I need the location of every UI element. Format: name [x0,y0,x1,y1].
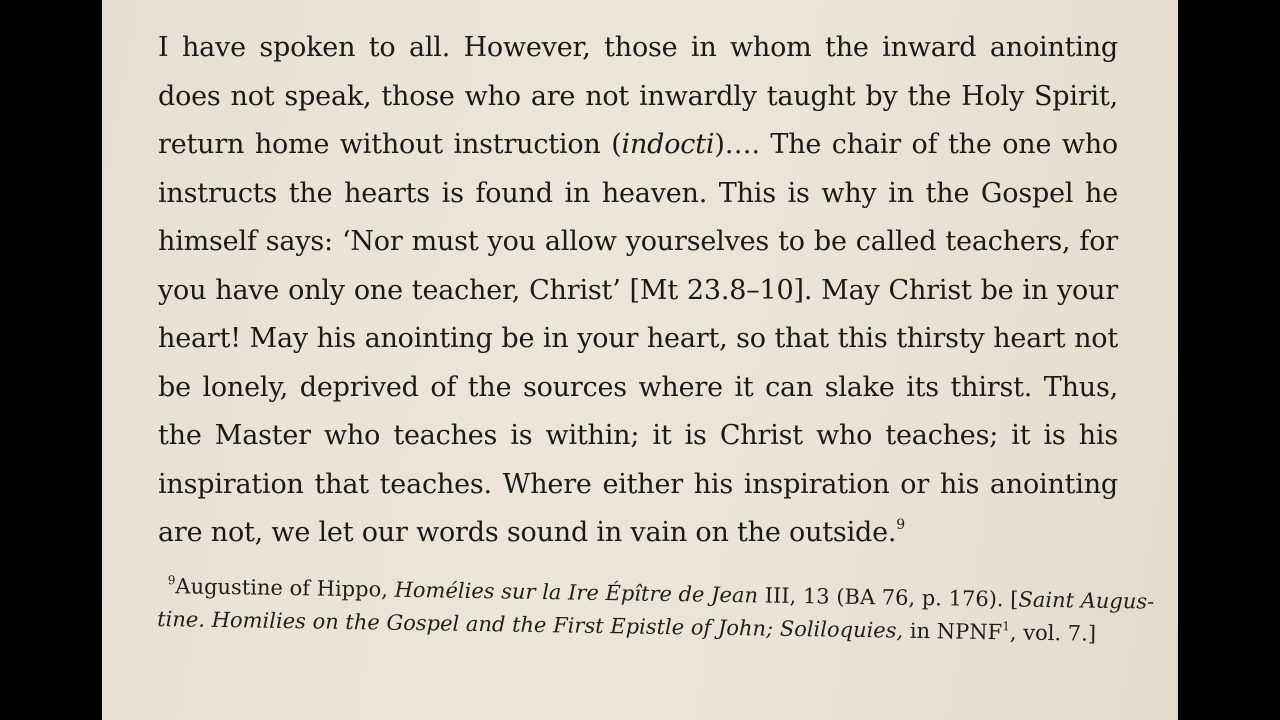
text-segment: )…. The chair of the one who [714,129,1118,160]
text-line: does not speak, those who are not inwardly taught by the Holy Spirit, [158,80,1118,112]
footnote-author: Augustine of Hippo, [175,574,395,602]
book-page [102,0,1178,720]
text-line: himself says: ‘Nor must you allow yourselves to be called teachers, for [158,226,1118,257]
footnote-in: in NPNF [902,618,1003,645]
text-line: the Master who teaches is within; it is Christ who teaches; it is his [158,420,1118,451]
text-line [158,509,1118,558]
footnote-title-fr: Homélies sur la Ire Épître de Jean [394,577,759,608]
text-line [158,121,1118,170]
italic-term: indocti [621,129,715,160]
text-segment: return home without instruction ( [158,129,622,160]
footnote-title-en: Saint Augus- [1018,587,1155,614]
footnote-number: 9 [167,573,176,588]
footnote-sup: 1 [1002,619,1011,634]
text-line: instructs the hearts is found in heaven. This is why in the Gospel he [158,177,1118,209]
text-line: be lonely, deprived of the sources where it can slake its thirst. Thus, [158,371,1118,403]
text-line: you have only one teacher, Christ’ [Mt 23.8–10]. May Christ be in your [158,274,1118,306]
main-paragraph [158,24,1118,558]
text-segment: are not, we let our words sound in vain on the outside. [158,517,897,548]
footnote-title-en: tine. Homilies on the Gospel and the First Epistle of John; Soliloquies, [157,606,904,643]
text-line: I have spoken to all. However, those in whom the inward anointing [158,32,1118,63]
footnote [157,570,1155,651]
footnote-ref: III, 13 (BA 76, p. 176). [ [757,583,1019,612]
footnote-vol: , vol. 7.] [1009,620,1097,646]
text-line: inspiration that teaches. Where either his inspiration or his anointing [158,468,1118,500]
footnote-marker: 9 [896,517,905,533]
text-line: heart! May his anointing be in your heart, so that this thirsty heart not [158,323,1118,354]
